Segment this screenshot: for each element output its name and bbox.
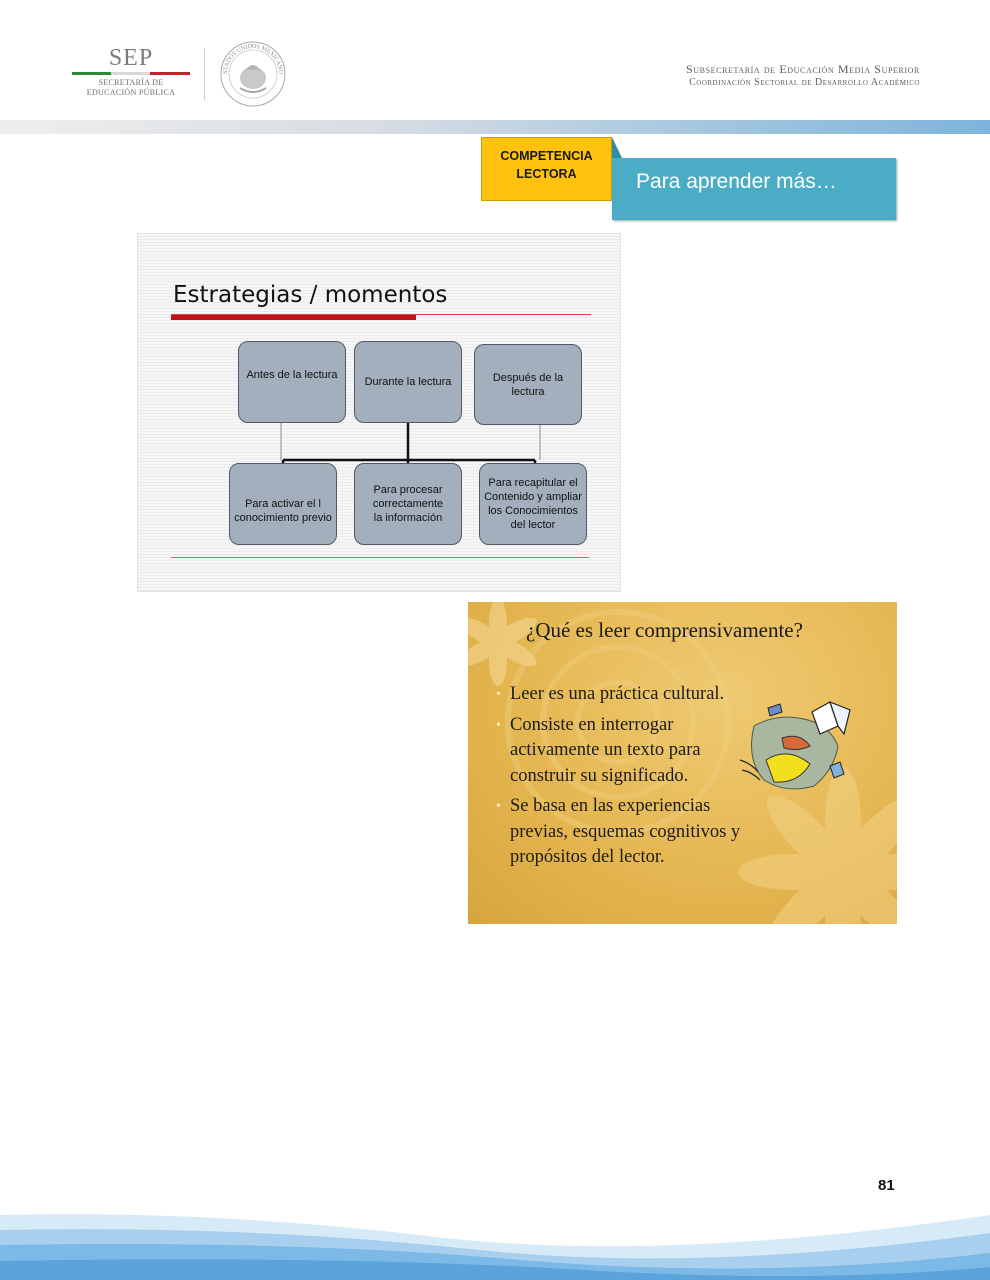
- footer-wave-decoration: [0, 1195, 990, 1280]
- sep-subtitle-line1: SECRETARÍA DE: [98, 78, 164, 87]
- box-durante: Durante la lectura: [354, 341, 462, 423]
- sep-tricolor-bar: [72, 72, 190, 75]
- page-number: 81: [878, 1177, 895, 1194]
- header-divider: [204, 48, 205, 100]
- competencia-lectora-label: [481, 137, 612, 201]
- slide2-bullet-text: Leer es una práctica cultural.: [510, 684, 725, 704]
- slide2-bullet-item: [496, 713, 756, 790]
- box-recapitular: Para recapitular el Contenido y ampliar los Conocimientos del lector: [479, 463, 587, 545]
- slide-leer-comprensivamente: [468, 602, 897, 924]
- header-right: [686, 62, 920, 89]
- box-antes: Antes de la lectura: [238, 341, 346, 423]
- slide2-bullet-text: Consiste en interrogar activamente un texto para construir su significado.: [510, 714, 701, 786]
- slide2-bullets: [496, 682, 756, 876]
- flying-books-clipart-icon: [738, 698, 858, 798]
- national-seal-icon: [218, 40, 288, 108]
- slide2-bullet-item: [496, 682, 756, 708]
- bullet-icon: •: [496, 687, 501, 702]
- slide2-title: ¿Qué es leer comprensivamente?: [526, 618, 803, 642]
- competencia-line1: COMPETENCIA: [500, 149, 593, 163]
- slide2-bullet-item: [496, 794, 756, 871]
- box-activar: Para activar el l conocimiento previo: [229, 463, 337, 545]
- slide-estrategias: [137, 233, 621, 592]
- svg-text:ESTADOS UNIDOS MEXICANOS: STADOS UNIDOS MEXICANO: [222, 43, 284, 75]
- bullet-icon: •: [496, 717, 501, 733]
- competencia-line2: LECTORA: [516, 167, 577, 181]
- header-subsecretaria: Subsecretaría de Educación Media Superior: [686, 62, 920, 76]
- sep-logo: [70, 44, 192, 98]
- sep-subtitle-line2: EDUCACIÓN PÚBLICA: [86, 88, 176, 97]
- slide1-bottom-line: [171, 557, 589, 558]
- box-procesar: Para procesar correctamente la información: [354, 463, 462, 545]
- para-aprender-mas-title: Para aprender más…: [612, 158, 896, 220]
- bullet-icon: •: [496, 799, 501, 814]
- slide1-title: Estrategias / momentos: [173, 282, 448, 308]
- header-coordinacion: Coordinación Sectorial de Desarrollo Académico: [689, 77, 920, 88]
- sep-title: SEP: [108, 45, 154, 71]
- box-despues: Después de la lectura: [474, 344, 582, 425]
- slide2-bullet-text: Se basa en las experiencias previas, esquemas cognitivos y propósitos del lector.: [510, 796, 741, 867]
- header-band: [0, 120, 990, 134]
